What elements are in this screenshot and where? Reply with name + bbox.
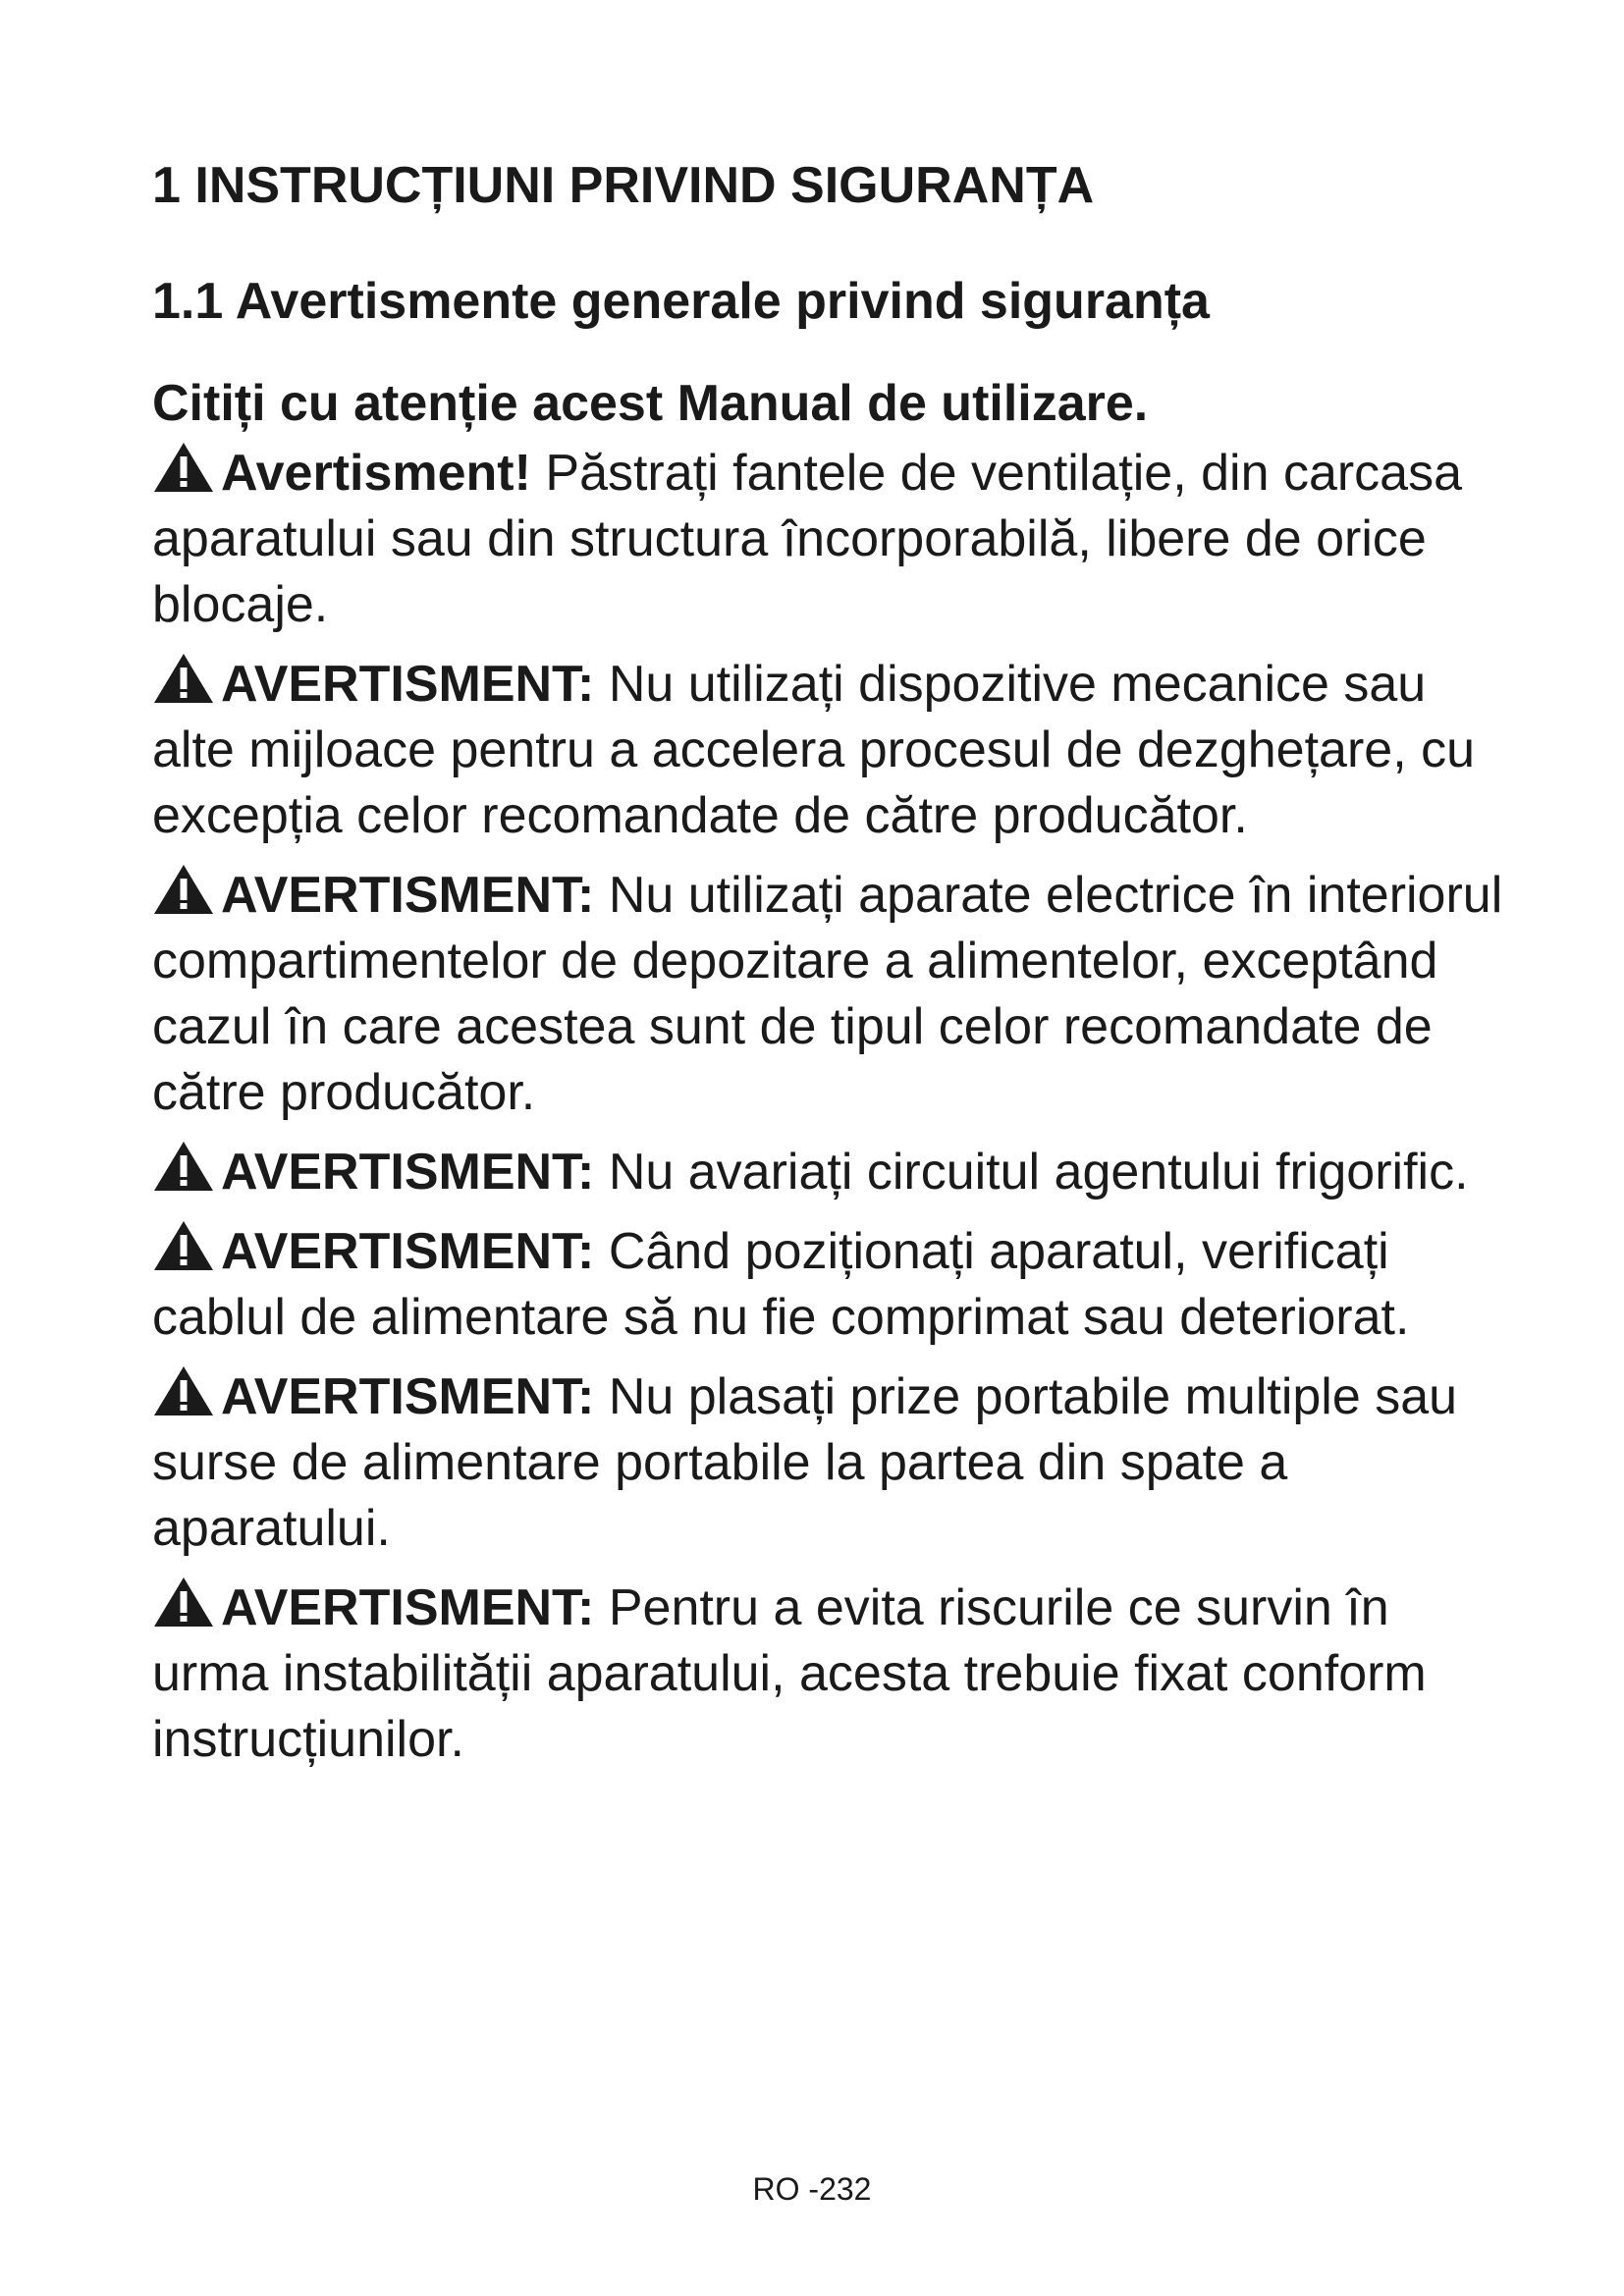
warning-label: AVERTISMENT: xyxy=(221,1144,595,1201)
warning-text: Pentru a evita riscurile ce survin în urma instabilității aparatului, acesta trebuie fixat conform instrucțiunilor. xyxy=(152,1579,1427,1769)
warning-label: AVERTISMENT: xyxy=(221,1579,595,1637)
warning-paragraph xyxy=(152,1140,1507,1205)
warning-triangle-icon xyxy=(152,652,215,705)
warning-text: Când poziționați aparatul, verificați cablul de alimentare să nu fie comprimat sau deteriorat. xyxy=(152,1223,1410,1347)
lead-instruction: Citiți cu atenție acest Manual de utilizare. xyxy=(152,374,1149,432)
warning-paragraph xyxy=(152,441,1507,638)
warning-triangle-icon xyxy=(152,1140,215,1193)
warning-paragraph xyxy=(152,1575,1507,1773)
warning-triangle-icon xyxy=(152,1219,215,1272)
warning-paragraph xyxy=(152,652,1507,849)
warning-triangle-icon xyxy=(152,1364,215,1417)
warning-text: Nu utilizați dispozitive mecanice sau alte mijloace pentru a accelera procesul de dezghețare, cu excepția celor recomandate de către producător. xyxy=(152,656,1476,845)
section-heading: 1 INSTRUCȚIUNI PRIVIND SIGURANȚA xyxy=(152,157,1095,214)
warning-text: Păstrați fantele de ventilație, din carcasa aparatului sau din structura încorporabilă, libere de orice blocaje. xyxy=(152,445,1463,634)
warning-paragraph xyxy=(152,863,1507,1126)
document-body xyxy=(152,157,1507,1787)
warning-text: Nu plasați prize portabile multiple sau surse de alimentare portabile la partea din spate a aparatului. xyxy=(152,1368,1458,1558)
warning-triangle-icon xyxy=(152,441,215,494)
subsection-heading: 1.1 Avertismente generale privind siguranța xyxy=(152,272,1210,330)
warning-text: Nu utilizați aparate electrice în interiorul compartimentelor de depozitare a alimentelor, exceptând cazul în care acestea sunt de tipul celor recomandate de către producător. xyxy=(152,867,1503,1122)
warning-label: Avertisment! xyxy=(221,445,531,503)
warning-label: AVERTISMENT: xyxy=(221,867,595,925)
warning-label: AVERTISMENT: xyxy=(221,1368,595,1426)
page-number: RO -232 xyxy=(752,2171,872,2207)
warning-text: Nu avariați circuitul agentului frigorific. xyxy=(594,1144,1469,1201)
warning-paragraph xyxy=(152,1364,1507,1562)
warning-triangle-icon xyxy=(152,1575,215,1629)
warning-paragraph xyxy=(152,1219,1507,1351)
warning-triangle-icon xyxy=(152,863,215,916)
warning-label: AVERTISMENT: xyxy=(221,1223,595,1281)
warning-label: AVERTISMENT: xyxy=(221,656,595,714)
